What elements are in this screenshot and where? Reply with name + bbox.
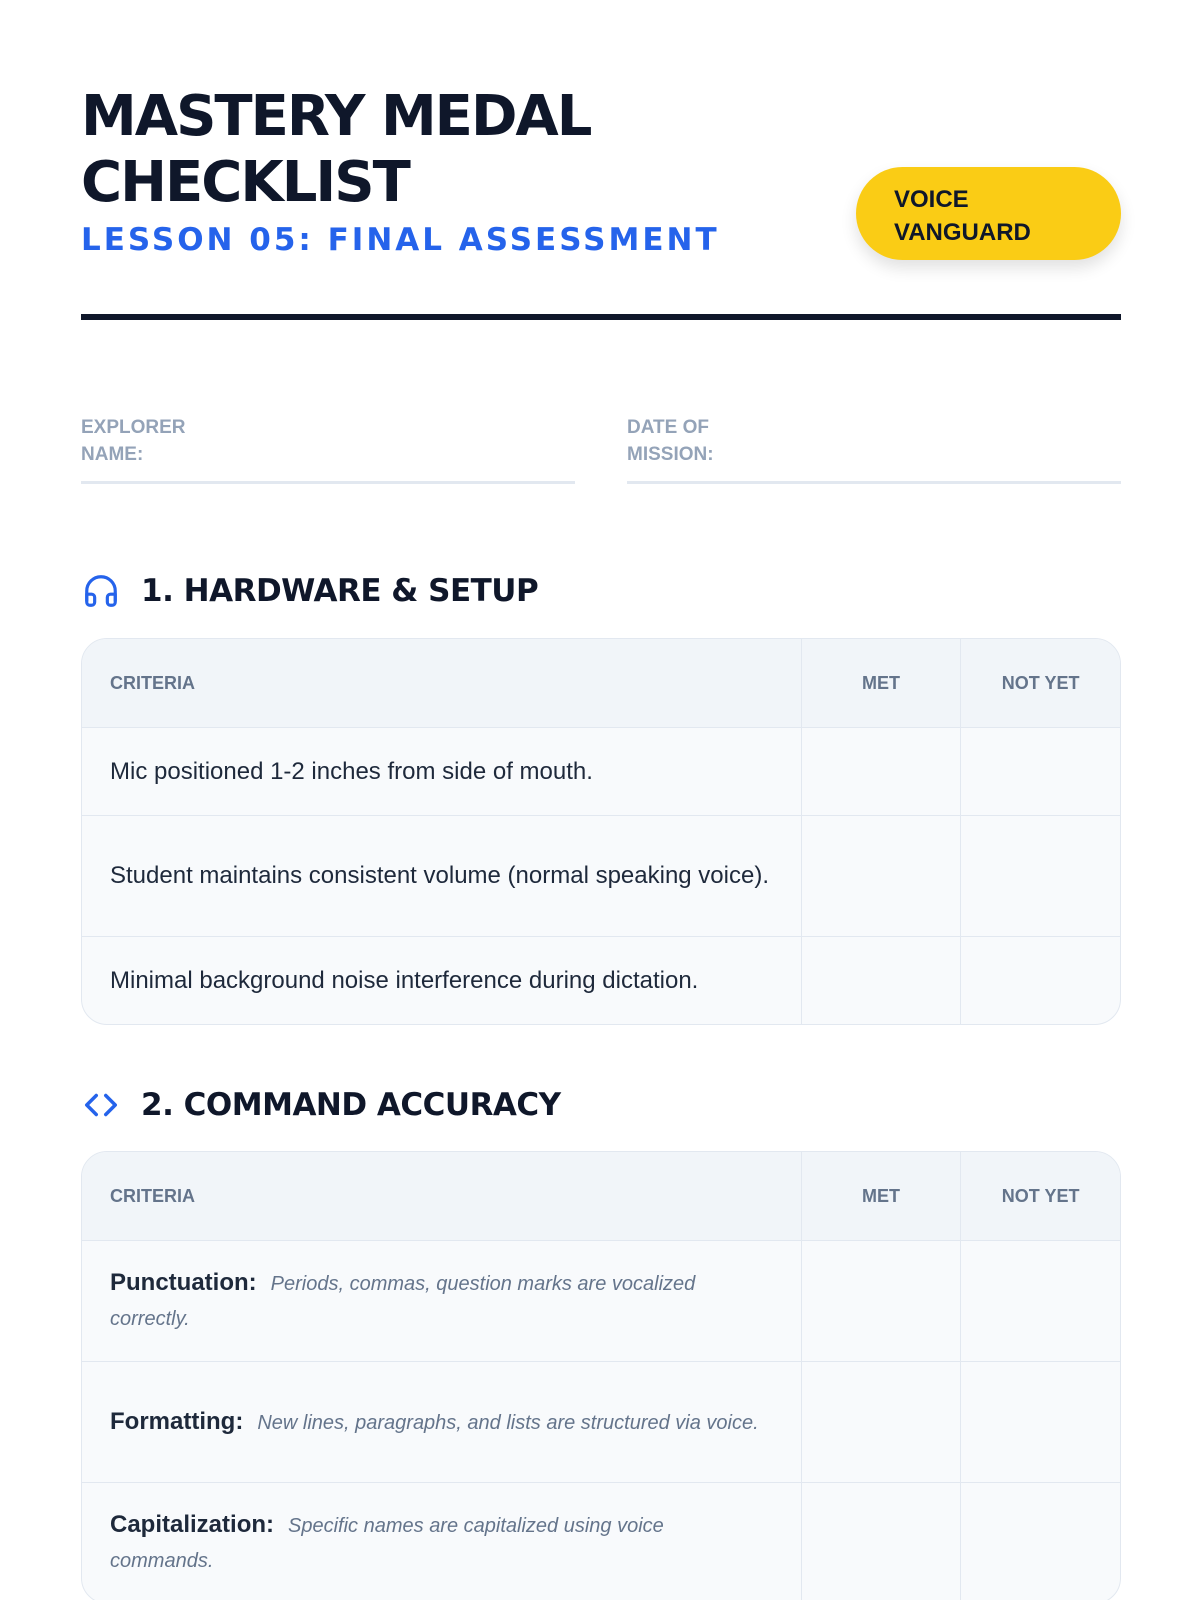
criteria-detail: Periods, commas, question marks are vocalized correctly. bbox=[110, 1273, 696, 1330]
table-row bbox=[82, 1361, 1120, 1482]
table-header-row bbox=[82, 1152, 1120, 1240]
explorer-name-field[interactable] bbox=[81, 414, 575, 484]
criteria-detail: New lines, paragraphs, and lists are structured via voice. bbox=[257, 1411, 759, 1434]
not-yet-checkbox[interactable] bbox=[960, 1362, 1120, 1482]
date-of-mission-label: DATE OF MISSION: bbox=[627, 417, 714, 465]
not-yet-checkbox[interactable] bbox=[960, 937, 1120, 1024]
criteria-text: Mic positioned 1-2 inches from side of mouth. bbox=[110, 757, 593, 785]
page-subtitle: LESSON 05: FINAL ASSESSMENT bbox=[81, 222, 720, 258]
section-heading-command-accuracy bbox=[81, 1083, 561, 1127]
explorer-name-label: EXPLORER NAME: bbox=[81, 417, 186, 465]
column-header-criteria: CRITERIA bbox=[110, 1186, 195, 1206]
not-yet-checkbox[interactable] bbox=[960, 816, 1120, 936]
column-header-met: MET bbox=[801, 639, 961, 727]
page-title: MASTERY MEDAL CHECKLIST bbox=[81, 84, 591, 215]
column-header-met: MET bbox=[801, 1152, 961, 1240]
column-header-not-yet: NOT YET bbox=[960, 639, 1120, 727]
not-yet-checkbox[interactable] bbox=[960, 1483, 1120, 1600]
headphones-icon bbox=[81, 571, 121, 611]
header-divider bbox=[81, 314, 1121, 320]
met-checkbox[interactable] bbox=[801, 1241, 961, 1361]
table-row bbox=[82, 936, 1120, 1024]
met-checkbox[interactable] bbox=[801, 728, 961, 815]
page-header bbox=[81, 84, 1121, 258]
date-of-mission-field[interactable] bbox=[627, 414, 1121, 484]
criteria-label: Punctuation: bbox=[110, 1269, 257, 1296]
table-row bbox=[82, 727, 1120, 815]
table-header-row bbox=[82, 639, 1120, 727]
met-checkbox[interactable] bbox=[801, 937, 961, 1024]
criteria-label: Capitalization: bbox=[110, 1511, 275, 1538]
criteria-text: Student maintains consistent volume (normal speaking voice). bbox=[110, 862, 769, 889]
column-header-not-yet: NOT YET bbox=[960, 1152, 1120, 1240]
column-header-criteria: CRITERIA bbox=[110, 673, 195, 693]
section-heading-hardware bbox=[81, 569, 538, 613]
not-yet-checkbox[interactable] bbox=[960, 728, 1120, 815]
criteria-table-hardware bbox=[81, 638, 1121, 1025]
section-title: 1. HARDWARE & SETUP bbox=[141, 573, 539, 609]
not-yet-checkbox[interactable] bbox=[960, 1241, 1120, 1361]
table-row bbox=[82, 1240, 1120, 1361]
met-checkbox[interactable] bbox=[801, 1362, 961, 1482]
criteria-text bbox=[82, 1483, 801, 1600]
criteria-text bbox=[82, 1362, 801, 1482]
criteria-text bbox=[82, 1241, 801, 1361]
met-checkbox[interactable] bbox=[801, 816, 961, 936]
table-row bbox=[82, 1482, 1120, 1600]
criteria-text: Minimal background noise interference during dictation. bbox=[110, 966, 699, 994]
criteria-label: Formatting: bbox=[110, 1407, 244, 1435]
criteria-detail: Specific names are capitalized using voice commands. bbox=[110, 1515, 664, 1572]
criteria-table-command-accuracy bbox=[81, 1151, 1121, 1600]
met-checkbox[interactable] bbox=[801, 1483, 961, 1600]
achievement-badge: VOICE VANGUARD bbox=[856, 167, 1121, 260]
table-row bbox=[82, 815, 1120, 936]
code-icon bbox=[81, 1085, 121, 1125]
section-title: 2. COMMAND ACCURACY bbox=[141, 1087, 561, 1123]
